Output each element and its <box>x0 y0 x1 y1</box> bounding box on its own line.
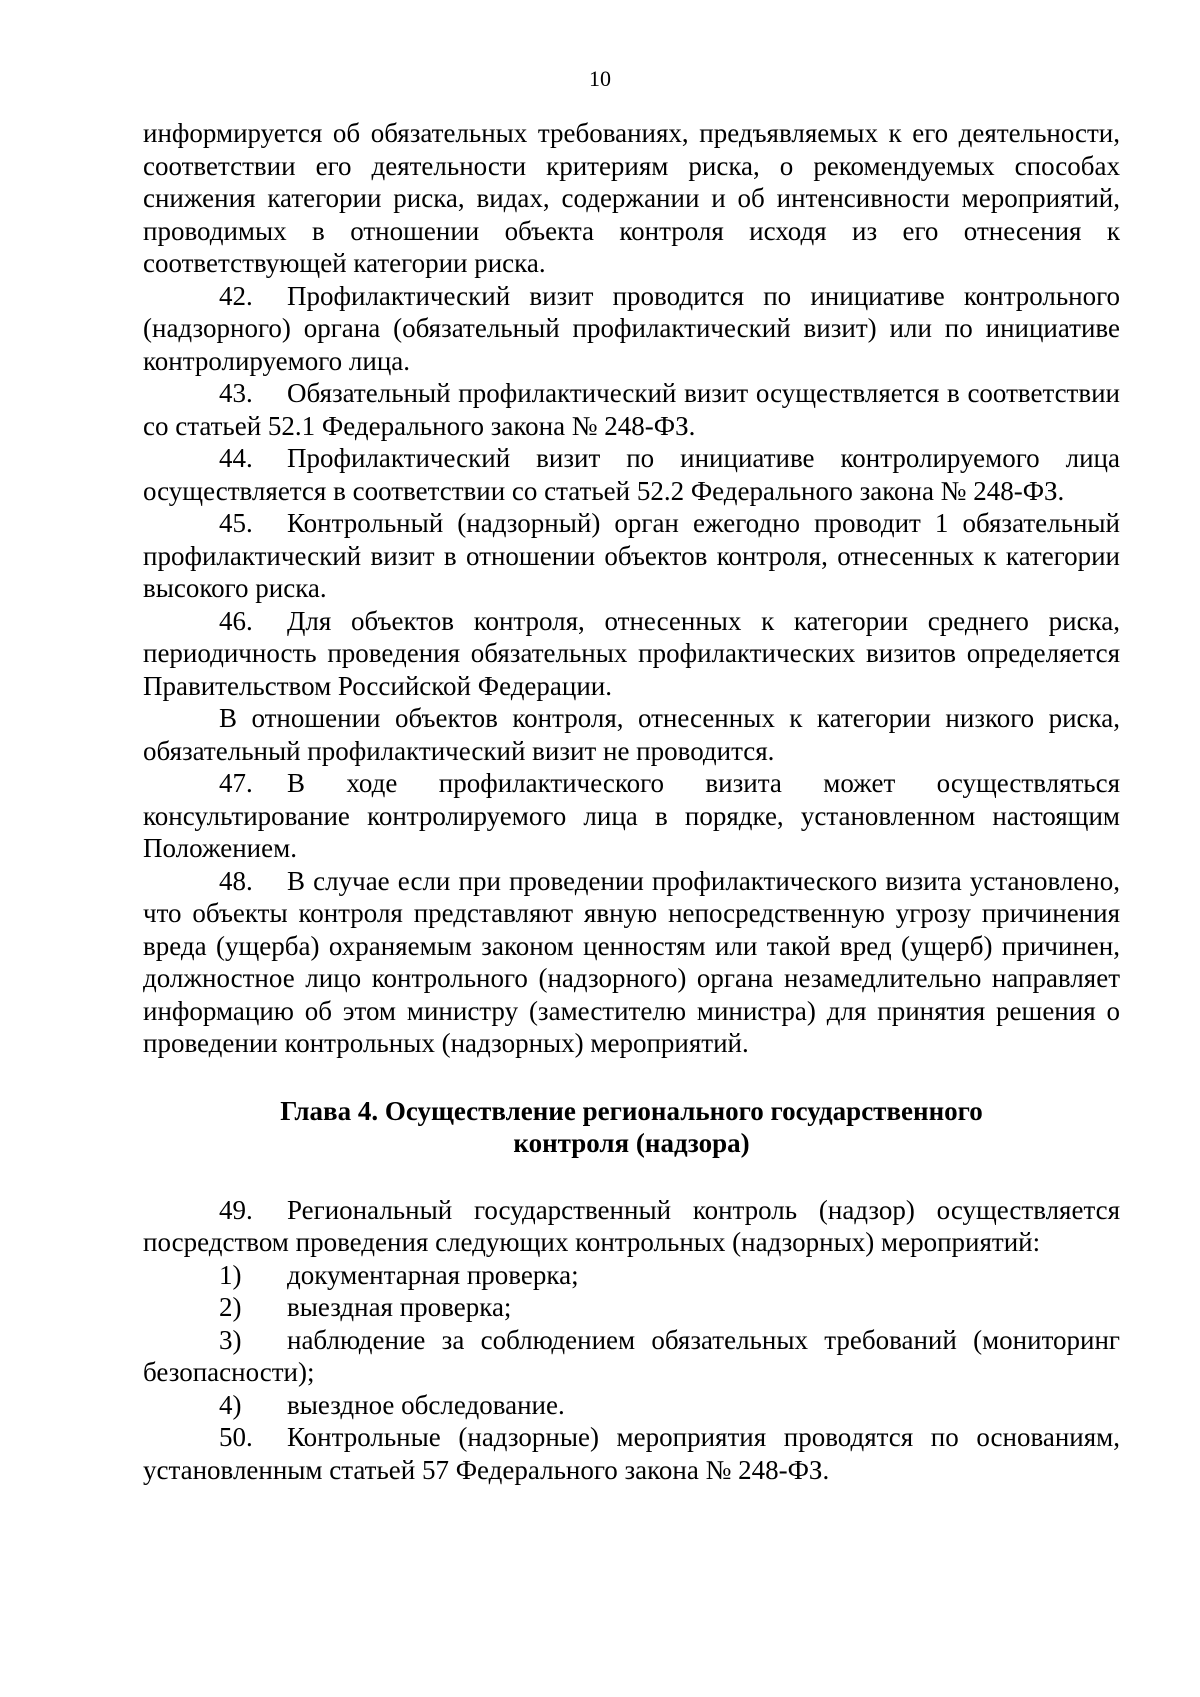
paragraph-number: 42. <box>219 280 253 311</box>
list-item-text: наблюдение за соблюдением обязательных требований (мониторинг безопасности); <box>143 1324 1120 1387</box>
paragraph-number: 50. <box>219 1422 253 1452</box>
paragraph-number: 43. <box>219 378 253 408</box>
paragraph-45 <box>143 507 1120 605</box>
paragraph-text: Региональный государственный контроль (надзор) осуществляется посредством проведения следующих контрольных (надзорных) мероприятий: <box>143 1194 1120 1257</box>
list-item-text: выездное обследование. <box>287 1389 565 1420</box>
paragraph-48 <box>143 865 1120 1060</box>
paragraph-text: Для объектов контроля, отнесенных к категории среднего риска, периодичность проведения обязательных профилактических визитов определяется Правительством Российской Федерации. <box>143 605 1120 701</box>
list-item-number: 2) <box>219 1292 242 1322</box>
list-item-text: выездная проверка; <box>287 1292 512 1322</box>
list-item-number: 4) <box>219 1389 242 1420</box>
paragraph-text: Обязательный профилактический визит осуществляется в соответствии со статьей 52.1 Федерального закона № 248-ФЗ. <box>143 378 1120 441</box>
paragraph-46-continued <box>143 702 1120 767</box>
document-body <box>143 117 1120 1486</box>
paragraph-number: 45. <box>219 508 253 538</box>
list-item-2 <box>143 1291 1120 1324</box>
paragraph-43 <box>143 377 1120 442</box>
paragraph-text: В ходе профилактического визита может осуществляться консультирование контролируемого лица в порядке, установленном настоящим Положением. <box>143 768 1120 863</box>
paragraph-text: Профилактический визит по инициативе контролируемого лица осуществляется в соответствии со статьей 52.2 Федерального закона № 248-ФЗ. <box>143 443 1120 506</box>
chapter-heading: Глава 4. Осуществление регионального государственного контроля (надзора) <box>280 1095 983 1158</box>
paragraph-number: 48. <box>219 865 253 896</box>
paragraph-text: В отношении объектов контроля, отнесенных к категории низкого риска, обязательный профилактический визит не проводится. <box>143 703 1120 766</box>
paragraph-text: Контрольный (надзорный) орган ежегодно проводит 1 обязательный профилактический визит в отношении объектов контроля, отнесенных к категории высокого риска. <box>143 508 1120 603</box>
paragraph-46 <box>143 605 1120 703</box>
list-item-number: 1) <box>219 1259 242 1290</box>
paragraph-47 <box>143 767 1120 865</box>
paragraph-number: 47. <box>219 768 253 798</box>
paragraph-text: В случае если при проведении профилактического визита установлено, что объекты контроля представляют явную непосредственную угрозу причинения вреда (ущерба) охраняемым законом ценностям или такой вред (ущерб) причинен, должностное лицо контрольного (надзорного) органа незамедлительно направляет информацию об этом министру (заместителю министра) для принятия решения о проведении контрольных (надзорных) мероприятий. <box>143 865 1120 1058</box>
paragraph-text: Контрольные (надзорные) мероприятия проводятся по основаниям, установленным статьей 57 Федерального закона № 248-ФЗ. <box>143 1422 1120 1485</box>
paragraph-text: Профилактический визит проводится по инициативе контрольного (надзорного) органа (обязательный профилактический визит) или по инициативе контролируемого лица. <box>143 280 1120 376</box>
paragraph-42 <box>143 280 1120 378</box>
list-item-number: 3) <box>219 1324 242 1355</box>
list-item-1 <box>143 1259 1120 1292</box>
list-item-3 <box>143 1324 1120 1389</box>
page-number: 10 <box>589 66 611 91</box>
list-item-text: документарная проверка; <box>287 1259 579 1290</box>
list-item-4 <box>143 1389 1120 1422</box>
paragraph-50 <box>143 1421 1120 1486</box>
paragraph-number: 49. <box>219 1194 253 1225</box>
paragraph-49 <box>143 1194 1120 1259</box>
intro-paragraph: информируется об обязательных требованиях, предъявляемых к его деятельности, соответствии его деятельности критериям риска, о рекомендуемых способах снижения категории риска, видах, содержании и об интенсивности мероприятий, проводимых в отношении объекта контроля исходя из его отнесения к соответствующей категории риска. <box>143 118 1120 278</box>
paragraph-44 <box>143 442 1120 507</box>
paragraph-number: 46. <box>219 605 253 636</box>
paragraph-number: 44. <box>219 443 253 473</box>
